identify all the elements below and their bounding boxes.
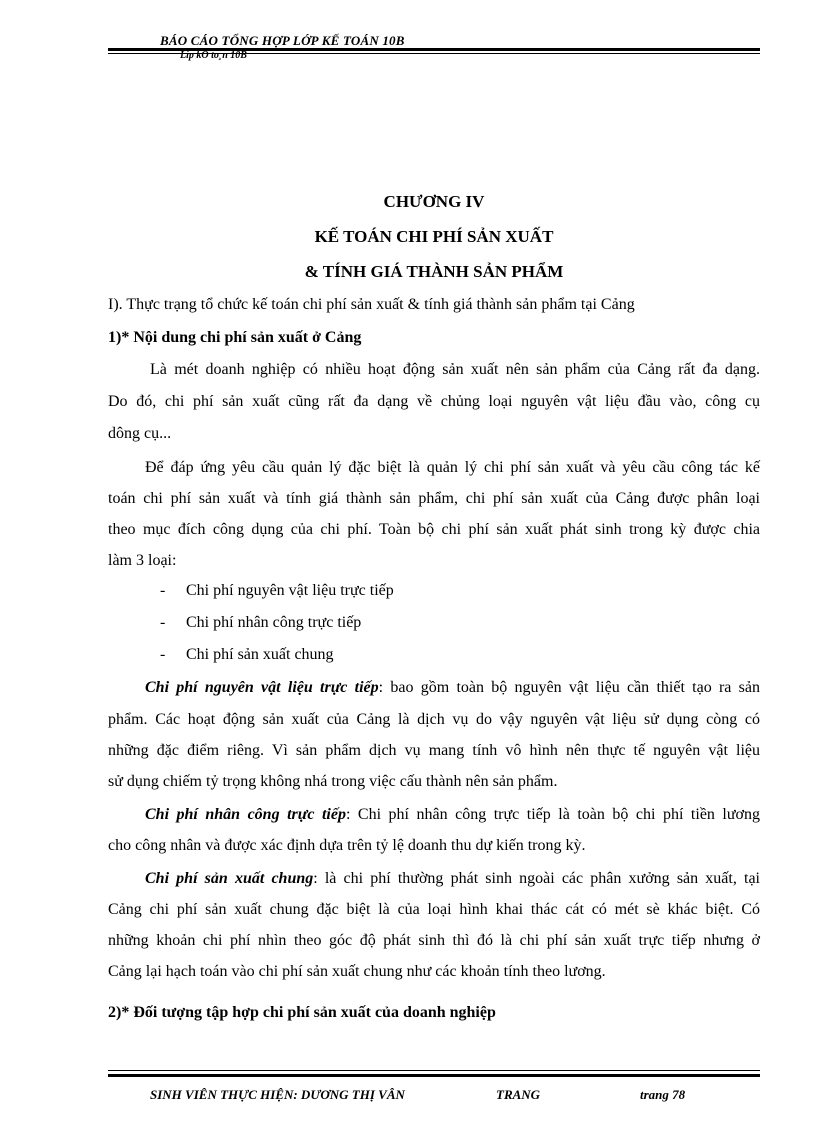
p3-line4: sử dụng chiếm tỷ trọng không nhá trong việc cấu thành nên sản phẩm. — [108, 773, 558, 790]
term-direct-labor: Chi phí nhân công trực tiếp — [145, 806, 346, 823]
p5-line4: Cảng lại hạch toán vào chi phí sản xuất chung như các khoản tính theo lương. — [108, 963, 606, 980]
footer-rule-thin — [108, 1070, 760, 1071]
footer-page-number: trang 78 — [640, 1087, 686, 1102]
list-item: Chi phí nhân công trực tiếp — [186, 614, 362, 631]
footer-author: SINH VIÊN THỰC HIỆN: DƯƠNG THỊ VÂN — [150, 1087, 405, 1102]
p5-line1-text: : là chi phí thường phát sinh ngoài các phân xưởng sản xuất, tại — [313, 870, 761, 887]
term-direct-material: Chi phí nguyên vật liệu trực tiếp — [145, 679, 379, 696]
list-item: Chi phí sản xuất chung — [186, 646, 334, 663]
list-dash: - — [160, 614, 166, 631]
section-i-heading: I). Thực trạng tổ chức kế toán chi phí sản xuất & tính giá thành sản phẩm tại Cảng — [108, 296, 635, 313]
p5-line2: Cảng chi phí sản xuất chung đặc biệt là của loại hình khai thác cát có mét sè khác biệt. Có — [108, 901, 760, 918]
p5-line3: những khoản chi phí nhìn theo góc độ phát sinh thì đó là chi phí sản xuất trực tiếp nhưng ở — [108, 932, 760, 949]
term-overhead: Chi phí sản xuất chung — [145, 870, 314, 887]
p3-line1-text: : bao gồm toàn bộ nguyên vật liệu cần thiết tạo ra sản — [378, 679, 761, 696]
footer-rule-thick — [108, 1074, 760, 1077]
list-item: Chi phí nguyên vật liệu trực tiếp — [186, 582, 394, 599]
p3-line3: những đặc điểm riêng. Vì sản phẩm dịch vụ mang tính vô hình nên thực tế nguyên vật liệu — [108, 742, 760, 759]
header-subtitle: Líp kÕ to¸n 10B — [180, 50, 247, 61]
chapter-number: CHƯƠNG IV — [383, 192, 485, 211]
running-header: BÁO CÁO TỔNG HỢP LỚP KẾ TOÁN 10B — [160, 33, 405, 48]
p1-line3: dông cụ... — [108, 425, 172, 442]
p2-line3: theo mục đích công dụng của chi phí. Toàn bộ chi phí sản xuất phát sinh trong kỳ được chia — [108, 521, 760, 538]
p5-line1 — [145, 869, 760, 889]
p1-line1: Là mét doanh nghiệp có nhiều hoạt động sản xuất nên sản phẩm của Cảng rất đa dạng. — [150, 361, 760, 378]
list-dash: - — [160, 582, 166, 599]
p3-line1 — [145, 678, 760, 698]
p2-line1: Để đáp ứng yêu cầu quản lý đặc biệt là quản lý chi phí sản xuất và yêu cầu công tác kế — [145, 459, 760, 476]
list-dash: - — [160, 646, 166, 663]
chapter-title-line1: KẾ TOÁN CHI PHÍ SẢN XUẤT — [314, 227, 554, 246]
p4-line2: cho công nhân và được xác định dựa trên tỷ lệ doanh thu dự kiến trong kỳ. — [108, 837, 586, 854]
p4-line1-text: : Chi phí nhân công trực tiếp là toàn bộ chi phí tiền lương — [345, 806, 761, 823]
p2-line2: toán chi phí sản xuất và tính giá thành sản phẩm, chi phí sản xuất của Cảng được phân loại — [108, 490, 760, 507]
heading-2: 2)* Đối tượng tập hợp chi phí sản xuất của doanh nghiệp — [108, 1004, 496, 1021]
p3-line2: phẩm. Các hoạt động sản xuất của Cảng là dịch vụ do vậy nguyên vật liệu sử dụng còng có — [108, 711, 760, 728]
heading-1: 1)* Nội dung chi phí sản xuất ở Cảng — [108, 329, 362, 346]
p1-line2: Do đó, chi phí sản xuất cũng rất đa dạng về chủng loại nguyên vật liệu đầu vào, công cụ — [108, 393, 760, 410]
p4-line1 — [145, 805, 760, 825]
footer-trang-label: TRANG — [496, 1087, 541, 1102]
chapter-title-line2: & TÍNH GIÁ THÀNH SẢN PHẨM — [304, 262, 564, 281]
p2-line4: làm 3 loại: — [108, 552, 177, 569]
